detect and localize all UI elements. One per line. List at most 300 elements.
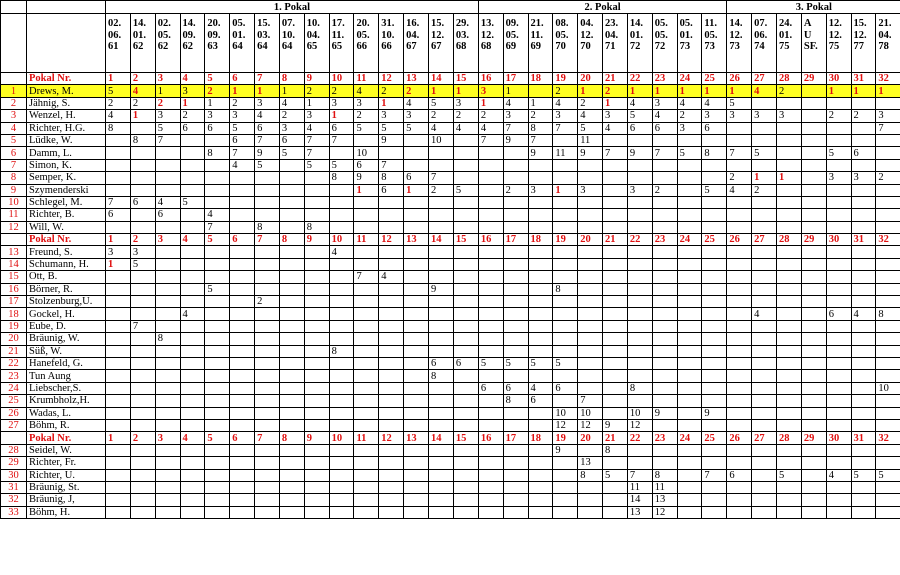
placement-cell: 5 <box>329 159 354 171</box>
placement-cell <box>478 159 503 171</box>
placement-cell <box>727 209 752 221</box>
placement-cell <box>826 258 851 270</box>
placement-cell <box>205 506 230 518</box>
placement-cell <box>777 494 802 506</box>
placement-cell <box>404 308 429 320</box>
date-header <box>603 14 628 73</box>
placement-cell <box>603 320 628 332</box>
placement-cell <box>230 357 255 369</box>
placement-cell <box>801 258 826 270</box>
placement-cell: 8 <box>329 345 354 357</box>
placement-cell <box>503 258 528 270</box>
placement-cell: 2 <box>279 110 304 122</box>
placement-cell <box>553 172 578 184</box>
placement-cell <box>876 333 900 345</box>
placement-cell: 8 <box>329 172 354 184</box>
placement-cell <box>553 209 578 221</box>
placement-cell <box>528 196 553 208</box>
placement-cell <box>379 246 404 258</box>
date-part: 15. <box>430 18 445 29</box>
placement-cell <box>130 147 155 159</box>
row-number: 16 <box>1 283 27 295</box>
pokal-number: 16 <box>478 73 503 85</box>
date-part: 09. <box>505 18 519 29</box>
pokal-number: 5 <box>205 234 230 246</box>
date-part: 04. <box>580 18 594 29</box>
pokal-label: Pokal Nr. <box>27 234 106 246</box>
placement-cell: 7 <box>702 469 727 481</box>
player-row <box>1 444 900 456</box>
placement-cell <box>404 283 429 295</box>
placement-cell <box>652 320 677 332</box>
placement-cell <box>379 209 404 221</box>
placement-cell <box>404 333 429 345</box>
placement-cell <box>180 382 205 394</box>
date-part: 75 <box>828 41 840 52</box>
placement-cell <box>230 506 255 518</box>
placement-cell <box>329 370 354 382</box>
placement-cell <box>752 469 777 481</box>
placement-cell <box>553 221 578 233</box>
placement-cell <box>478 209 503 221</box>
placement-cell <box>230 333 255 345</box>
placement-cell <box>428 457 453 469</box>
placement-cell <box>752 221 777 233</box>
placement-cell <box>727 395 752 407</box>
placement-cell: 3 <box>180 85 205 97</box>
placement-cell <box>279 395 304 407</box>
placement-cell <box>106 308 131 320</box>
placement-cell <box>428 481 453 493</box>
placement-cell <box>777 97 802 109</box>
player-row <box>1 333 900 345</box>
placement-cell <box>428 159 453 171</box>
placement-cell <box>727 271 752 283</box>
placement-cell <box>777 345 802 357</box>
placement-cell <box>727 457 752 469</box>
placement-cell <box>777 333 802 345</box>
placement-cell <box>777 419 802 431</box>
placement-cell <box>627 308 652 320</box>
placement-cell: 4 <box>478 122 503 134</box>
placement-cell: 7 <box>255 134 280 146</box>
placement-cell <box>279 407 304 419</box>
placement-cell <box>727 444 752 456</box>
placement-cell <box>777 221 802 233</box>
placement-cell: 12 <box>652 506 677 518</box>
placement-cell <box>578 258 603 270</box>
placement-cell <box>106 345 131 357</box>
row-number: 21 <box>1 345 27 357</box>
placement-cell <box>627 296 652 308</box>
placement-cell: 6 <box>627 122 652 134</box>
date-header <box>627 14 652 73</box>
placement-cell <box>329 382 354 394</box>
placement-cell <box>304 333 329 345</box>
placement-cell <box>528 85 553 97</box>
placement-cell: 2 <box>379 85 404 97</box>
placement-cell <box>851 246 876 258</box>
pokal-number-row <box>1 432 900 444</box>
group-header-row <box>1 1 900 14</box>
pokal-number: 9 <box>304 432 329 444</box>
placement-cell <box>279 382 304 394</box>
row-number: 17 <box>1 296 27 308</box>
placement-cell: 6 <box>255 122 280 134</box>
placement-cell: 7 <box>304 134 329 146</box>
player-row <box>1 134 900 146</box>
date-header <box>230 14 255 73</box>
player-row <box>1 122 900 134</box>
placement-cell <box>106 134 131 146</box>
placement-cell <box>155 357 180 369</box>
placement-cell <box>826 209 851 221</box>
placement-cell <box>826 481 851 493</box>
placement-cell <box>329 258 354 270</box>
date-part: 05. <box>654 18 668 29</box>
row-number: 1 <box>1 85 27 97</box>
placement-cell <box>578 382 603 394</box>
placement-cell <box>428 419 453 431</box>
placement-cell <box>255 246 280 258</box>
placement-cell <box>627 134 652 146</box>
placement-cell <box>503 407 528 419</box>
pokal-number: 19 <box>553 432 578 444</box>
date-part: 21. <box>530 18 544 29</box>
placement-cell <box>752 258 777 270</box>
pokal-number: 11 <box>354 234 379 246</box>
placement-cell <box>230 296 255 308</box>
placement-cell <box>777 184 802 196</box>
row-number: 2 <box>1 97 27 109</box>
placement-cell <box>329 221 354 233</box>
placement-cell <box>180 419 205 431</box>
placement-cell <box>652 395 677 407</box>
placement-cell <box>876 271 900 283</box>
placement-cell <box>727 370 752 382</box>
player-name: Böhm, R. <box>27 419 106 431</box>
placement-cell <box>627 320 652 332</box>
placement-cell <box>627 457 652 469</box>
placement-cell <box>528 221 553 233</box>
placement-cell: 2 <box>428 184 453 196</box>
placement-cell <box>304 296 329 308</box>
placement-cell <box>652 457 677 469</box>
date-part: 12. <box>828 29 842 41</box>
placement-cell <box>155 283 180 295</box>
placement-cell <box>404 196 429 208</box>
placement-cell <box>453 283 478 295</box>
placement-cell <box>702 221 727 233</box>
placement-cell <box>727 196 752 208</box>
row-number: 6 <box>1 147 27 159</box>
placement-cell <box>503 370 528 382</box>
placement-cell <box>279 296 304 308</box>
pokal-number: 24 <box>677 432 702 444</box>
placement-cell: 4 <box>279 97 304 109</box>
date-part: 05. <box>356 29 370 41</box>
placement-cell <box>304 481 329 493</box>
pokal-number: 18 <box>528 234 553 246</box>
player-name: Will, W. <box>27 221 106 233</box>
placement-cell <box>478 481 503 493</box>
date-part: 02. <box>157 18 171 29</box>
pokal-number: 7 <box>255 73 280 85</box>
row-number <box>1 432 27 444</box>
row-number: 5 <box>1 134 27 146</box>
placement-cell <box>379 481 404 493</box>
placement-cell <box>851 320 876 332</box>
placement-cell <box>255 283 280 295</box>
placement-cell: 8 <box>205 147 230 159</box>
placement-cell <box>329 444 354 456</box>
placement-cell: 3 <box>453 97 478 109</box>
placement-cell <box>230 407 255 419</box>
pokal-number: 2 <box>130 73 155 85</box>
placement-cell <box>428 196 453 208</box>
placement-cell <box>354 444 379 456</box>
placement-cell <box>478 333 503 345</box>
row-number: 12 <box>1 221 27 233</box>
date-part: 12. <box>853 29 867 41</box>
placement-cell <box>354 320 379 332</box>
placement-cell: 4 <box>528 382 553 394</box>
placement-cell: 3 <box>279 122 304 134</box>
placement-cell <box>205 419 230 431</box>
pokal-number: 23 <box>652 73 677 85</box>
placement-cell <box>205 469 230 481</box>
placement-cell <box>603 159 628 171</box>
date-part: 65 <box>331 41 343 52</box>
row-number: 29 <box>1 457 27 469</box>
placement-cell <box>727 345 752 357</box>
placement-cell: 7 <box>503 122 528 134</box>
placement-cell <box>329 357 354 369</box>
placement-cell <box>453 221 478 233</box>
placement-cell: 8 <box>503 395 528 407</box>
placement-cell: 1 <box>329 110 354 122</box>
date-part: 04. <box>878 29 892 41</box>
placement-cell <box>304 469 329 481</box>
placement-cell: 6 <box>826 308 851 320</box>
placement-cell <box>478 196 503 208</box>
placement-cell: 6 <box>205 122 230 134</box>
placement-cell <box>230 258 255 270</box>
placement-cell <box>652 370 677 382</box>
placement-cell <box>652 345 677 357</box>
placement-cell <box>130 308 155 320</box>
placement-cell <box>826 407 851 419</box>
placement-cell <box>627 370 652 382</box>
placement-cell <box>578 345 603 357</box>
placement-cell: 2 <box>453 110 478 122</box>
placement-cell: 6 <box>851 147 876 159</box>
placement-cell <box>727 283 752 295</box>
placement-cell <box>205 481 230 493</box>
placement-cell: 4 <box>851 308 876 320</box>
placement-cell <box>627 444 652 456</box>
placement-cell <box>801 283 826 295</box>
placement-cell: 2 <box>578 97 603 109</box>
placement-cell <box>603 196 628 208</box>
placement-cell <box>478 444 503 456</box>
date-part: 65 <box>306 41 318 52</box>
placement-cell <box>205 271 230 283</box>
placement-cell <box>453 469 478 481</box>
placement-cell <box>652 134 677 146</box>
placement-cell <box>155 308 180 320</box>
placement-cell <box>279 308 304 320</box>
placement-cell <box>677 444 702 456</box>
player-row <box>1 506 900 518</box>
placement-cell <box>553 506 578 518</box>
player-row <box>1 258 900 270</box>
placement-cell: 7 <box>727 147 752 159</box>
placement-cell <box>578 221 603 233</box>
placement-cell <box>677 494 702 506</box>
player-name: Schumann, H. <box>27 258 106 270</box>
placement-cell <box>130 382 155 394</box>
placement-cell <box>255 320 280 332</box>
player-row <box>1 407 900 419</box>
placement-cell <box>801 209 826 221</box>
date-part: 05. <box>505 29 519 41</box>
row-number: 3 <box>1 110 27 122</box>
pokal-number: 24 <box>677 234 702 246</box>
placement-cell <box>453 506 478 518</box>
placement-cell <box>453 320 478 332</box>
placement-cell <box>528 407 553 419</box>
pokal-number: 17 <box>503 73 528 85</box>
placement-cell <box>404 382 429 394</box>
placement-cell <box>876 444 900 456</box>
placement-cell <box>603 506 628 518</box>
placement-cell: 3 <box>379 110 404 122</box>
pokal-number-row <box>1 73 900 85</box>
placement-cell <box>876 159 900 171</box>
placement-cell <box>106 494 131 506</box>
placement-cell <box>205 444 230 456</box>
row-number: 20 <box>1 333 27 345</box>
pokal-number: 28 <box>777 73 802 85</box>
placement-cell <box>428 345 453 357</box>
placement-cell: 1 <box>503 85 528 97</box>
placement-cell <box>752 333 777 345</box>
placement-cell <box>578 320 603 332</box>
placement-cell <box>503 172 528 184</box>
player-row <box>1 159 900 171</box>
placement-cell <box>702 345 727 357</box>
placement-cell: 5 <box>379 122 404 134</box>
placement-cell: 1 <box>180 97 205 109</box>
placement-cell: 2 <box>155 97 180 109</box>
placement-cell <box>478 395 503 407</box>
placement-cell <box>453 296 478 308</box>
placement-cell: 2 <box>603 85 628 97</box>
placement-cell <box>627 209 652 221</box>
placement-cell <box>652 419 677 431</box>
placement-cell <box>553 320 578 332</box>
placement-cell <box>329 506 354 518</box>
placement-cell <box>255 271 280 283</box>
placement-cell <box>453 395 478 407</box>
placement-cell <box>553 159 578 171</box>
placement-cell <box>205 134 230 146</box>
placement-cell <box>230 419 255 431</box>
date-part: 69 <box>505 41 517 52</box>
placement-cell <box>478 147 503 159</box>
placement-cell <box>603 209 628 221</box>
placement-cell <box>130 357 155 369</box>
placement-cell <box>578 333 603 345</box>
placement-cell: 5 <box>130 258 155 270</box>
placement-cell <box>478 246 503 258</box>
placement-cell: 7 <box>553 122 578 134</box>
player-row <box>1 370 900 382</box>
corner-blank <box>27 14 106 73</box>
placement-cell: 7 <box>155 134 180 146</box>
placement-cell <box>205 246 230 258</box>
placement-cell <box>652 382 677 394</box>
placement-cell <box>876 506 900 518</box>
placement-cell <box>801 296 826 308</box>
placement-cell: 9 <box>255 147 280 159</box>
placement-cell <box>404 494 429 506</box>
placement-cell <box>777 407 802 419</box>
placement-cell <box>155 271 180 283</box>
placement-cell <box>777 134 802 146</box>
date-part: 69 <box>530 41 541 52</box>
placement-cell <box>230 172 255 184</box>
placement-cell <box>404 419 429 431</box>
placement-cell <box>727 246 752 258</box>
placement-cell: 3 <box>876 110 900 122</box>
placement-cell <box>752 481 777 493</box>
placement-cell <box>255 395 280 407</box>
placement-cell: 5 <box>255 159 280 171</box>
placement-cell: 2 <box>851 110 876 122</box>
placement-cell <box>106 184 131 196</box>
placement-cell <box>851 196 876 208</box>
placement-cell <box>205 494 230 506</box>
placement-cell <box>727 382 752 394</box>
placement-cell <box>354 296 379 308</box>
date-part: 68 <box>480 41 492 52</box>
placement-cell <box>478 506 503 518</box>
placement-cell: 2 <box>180 110 205 122</box>
date-part: 62 <box>157 41 169 52</box>
placement-cell <box>428 506 453 518</box>
placement-cell <box>578 209 603 221</box>
placement-cell <box>404 457 429 469</box>
date-part: 07. <box>281 18 296 29</box>
pokal-number: 29 <box>801 73 826 85</box>
date-header <box>677 14 702 73</box>
placement-cell: 7 <box>304 147 329 159</box>
pokal-number: 12 <box>379 432 404 444</box>
row-number: 14 <box>1 258 27 270</box>
placement-cell <box>329 457 354 469</box>
placement-cell <box>155 407 180 419</box>
placement-cell <box>155 444 180 456</box>
placement-cell <box>652 246 677 258</box>
placement-cell <box>702 172 727 184</box>
placement-cell <box>752 407 777 419</box>
placement-cell <box>677 246 702 258</box>
placement-cell <box>404 258 429 270</box>
pokal-number: 20 <box>578 234 603 246</box>
placement-cell <box>130 494 155 506</box>
